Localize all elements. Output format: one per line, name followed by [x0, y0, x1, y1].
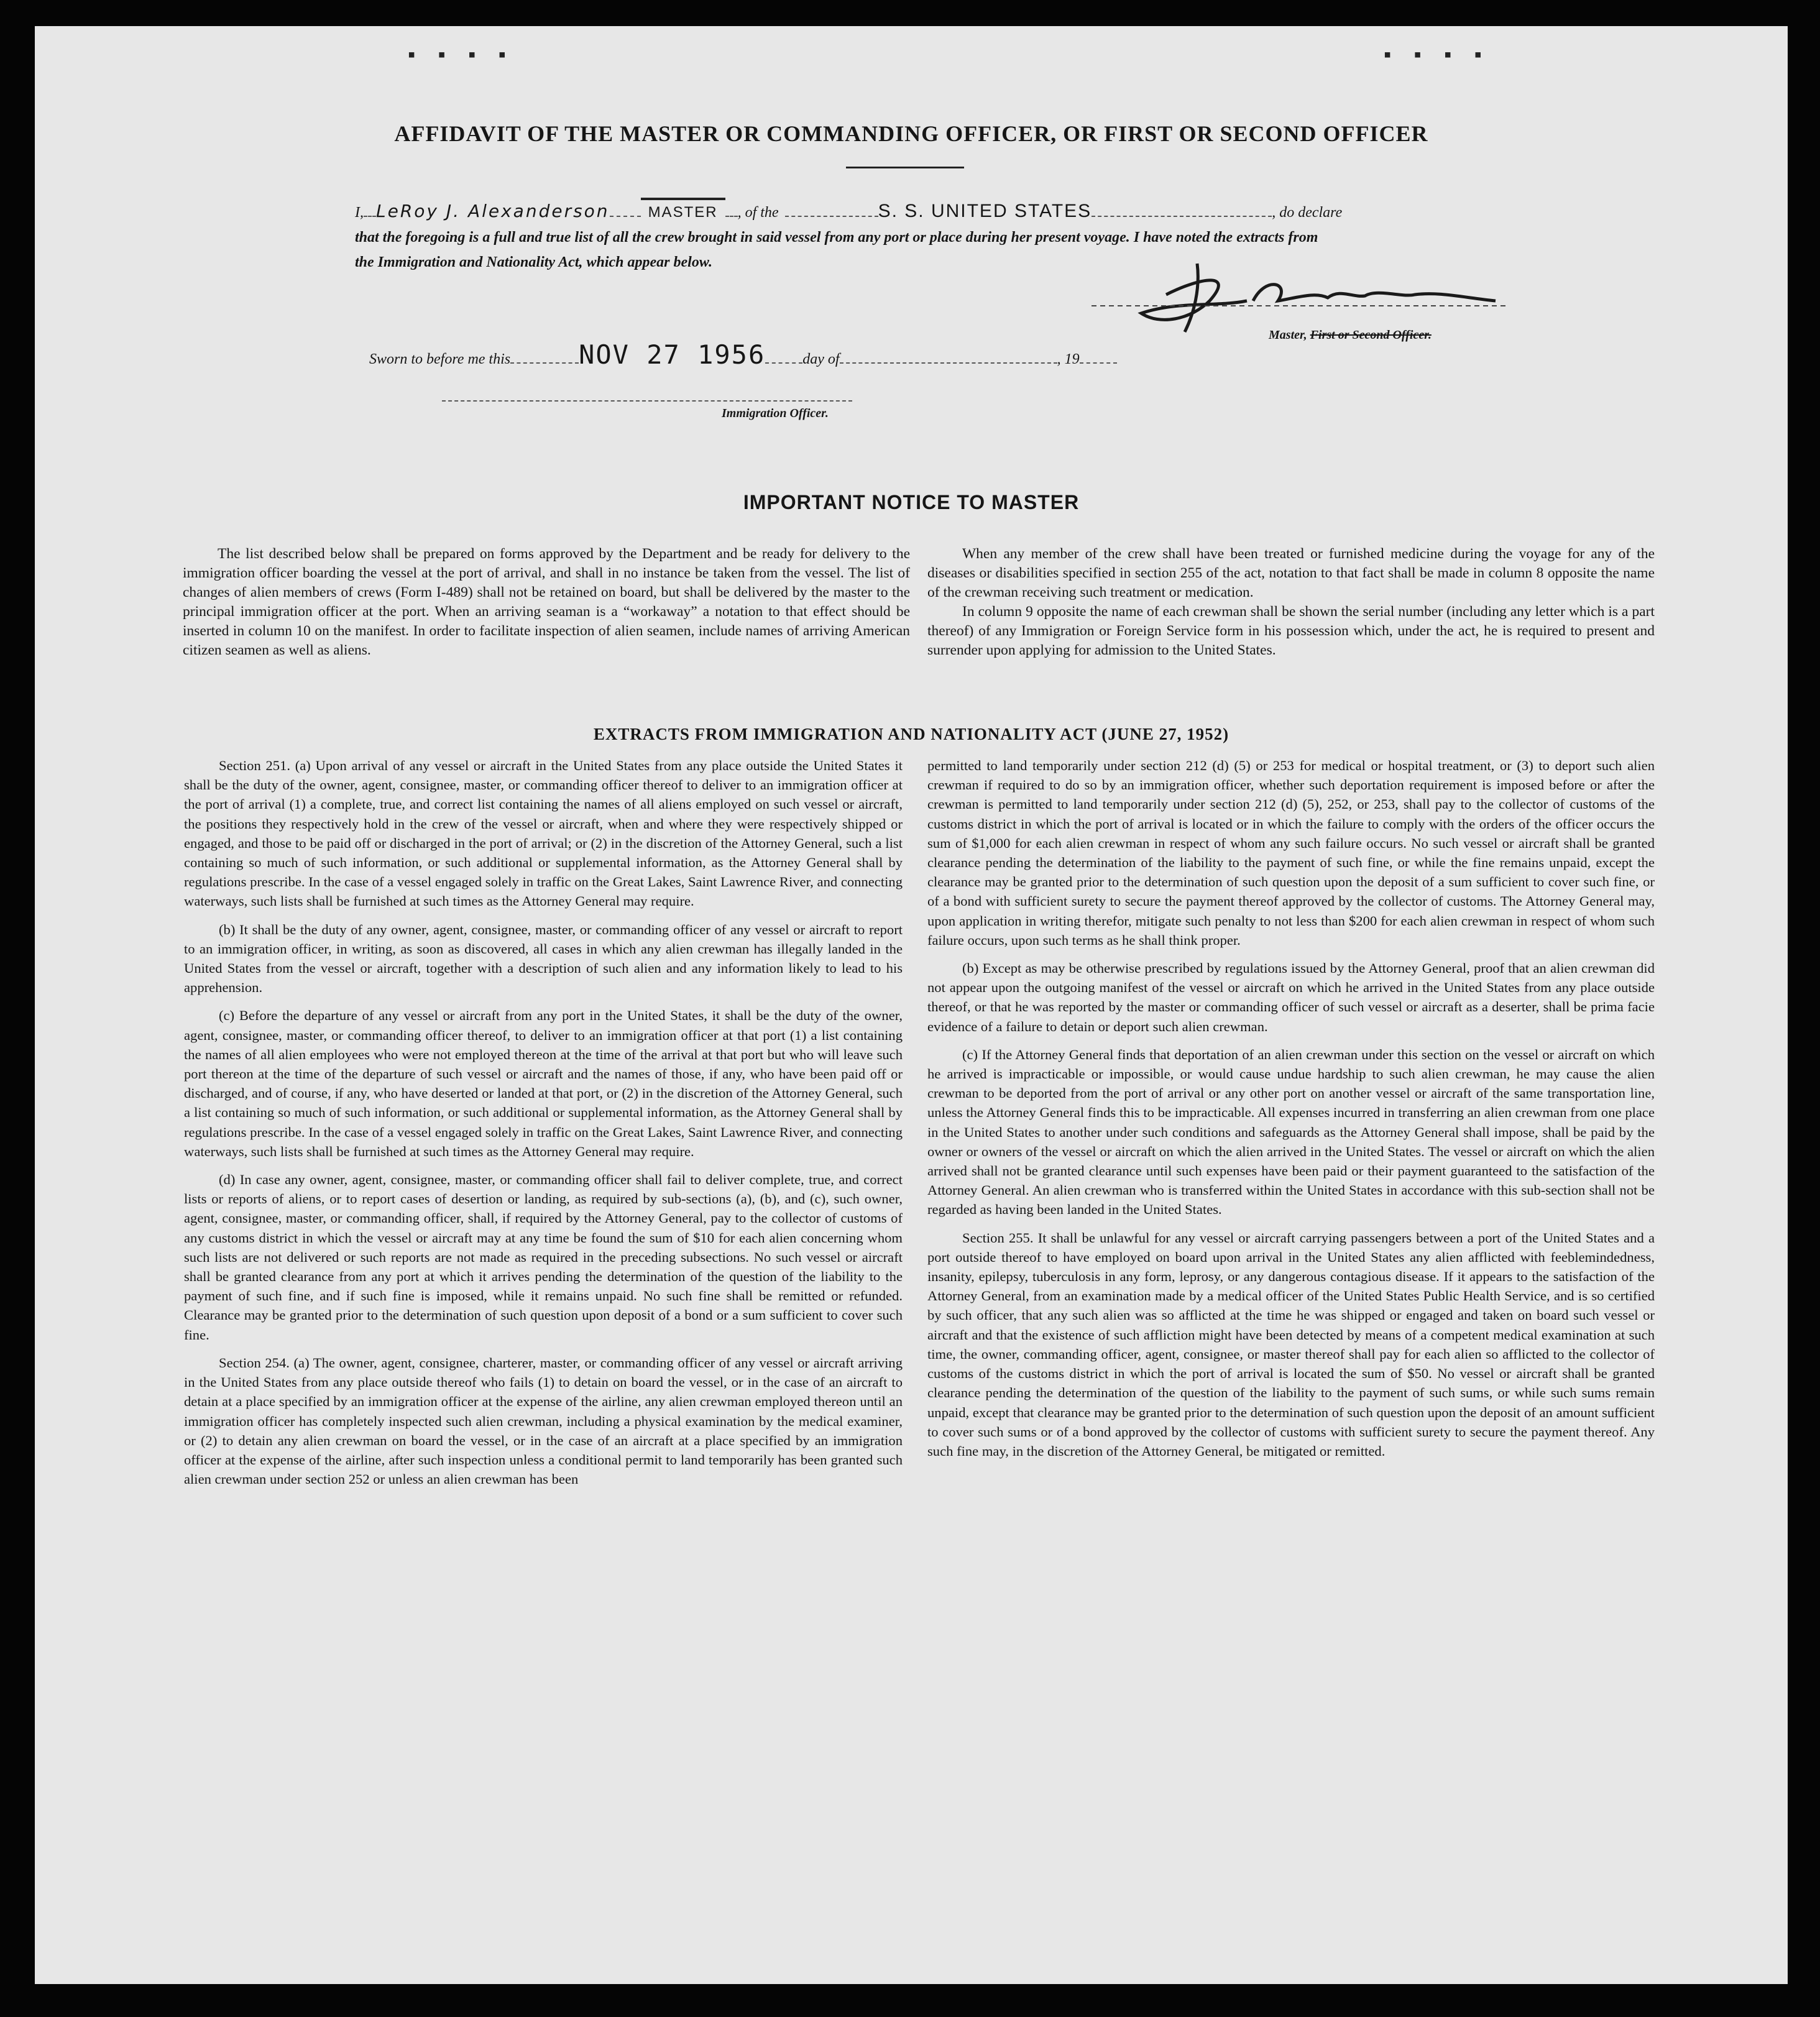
title-divider	[846, 167, 964, 168]
year-prefix: , 19	[1057, 351, 1080, 367]
notice-right-paragraph-2: In column 9 opposite the name of each crewman shall be shown the serial number (including any letter which is a part thereof) of any Immigration or Foreign Service form in his possession which, under the act, he is required to present and surrender upon applying for admission to the United States.	[927, 604, 1655, 658]
section-254-b: (b) Except as may be otherwise prescribed by regulations issued by the Attorney General, proof that an alien crewman did not appear upon the outgoing manifest of the vessel or aircraft on which he arrived in the United States from any place outside thereof, or that he was reported by the master or commanding officer of such vessel or aircraft as a deserter, shall be prima facie evidence of a failure to detain or deport such alien crewman.	[927, 960, 1655, 1034]
struck-officer-caption: First or Second Officer.	[1310, 328, 1432, 342]
sworn-line	[369, 339, 1117, 370]
section-251-b: (b) It shall be the duty of any owner, agent, consignee, master, or commanding officer of any vessel or aircraft to report to an immigration officer, in writing, as soon as discovered, all cases in which any alien crewman has illegally landed in the United States from the vessel or aircraft, together with a description of such alien and any information likely to lead to his apprehension.	[184, 921, 903, 996]
document-page	[35, 26, 1788, 1984]
master-name: LeRoy J. Alexanderson	[376, 201, 610, 221]
declaration-line-2: that the foregoing is a full and true list of all the crew brought in said vessel from any port or place during her present voyage. I have noted the extracts from	[355, 229, 1318, 246]
day-of-label: day of	[802, 351, 840, 367]
section-254-a: Section 254. (a) The owner, agent, consignee, charterer, master, or commanding officer of any vessel or aircraft arriving in the United States from any place outside thereof who fails (1) to detain on board the vessel, or in the case of an aircraft to detain at a place specified by an immigration officer at the expense of the airline, any alien crewman employed thereon until an immigration officer has completely inspected such alien crewman, including a physical examination by the medical examiner, or (2) to detain any alien crewman on board the vessel, or in the case of an aircraft at a place specified by an immigration officer at the expense of the airline, after such inspection unless a conditional permit to land temporarily has been granted such alien crewman under section 252 or unless an alien crewman has been	[184, 1354, 903, 1487]
officer-caption: Immigration Officer.	[722, 407, 829, 420]
sworn-prefix: Sworn to before me this	[369, 351, 511, 367]
do-declare-label: , do declare	[1272, 204, 1343, 221]
section-251-d: (d) In case any owner, agent, consignee, master, or commanding officer shall fail to deliver complete, true, and correct lists or reports of aliens, or to report cases of desertion or landing, as required by sub-sections (a), (b), and (c), such owner, agent, consignee, master, or commanding officer, shall, if required by the Attorney General, pay to the collector of customs of any customs district in which the vessel or aircraft may at any time be found the sum of $10 for each alien concerning whom such lists are not delivered or such reports are not made as required in the preceding subsections. No such vessel or aircraft shall be granted clearance from any port at which it arrives pending the determination of the question of the liability to the payment of such fine, and if such fine is imposed, while it remains unpaid. No such fine shall be remitted or refunded. Clearance may be granted prior to the determination of such question upon deposit of a bond or a sum sufficient to cover such fine.	[184, 1172, 903, 1343]
affidavit-title: AFFIDAVIT OF THE MASTER OR COMMANDING OFFICER, OR FIRST OR SECOND OFFICER	[394, 121, 1428, 146]
section-255: Section 255. It shall be unlawful for any vessel or aircraft carrying passengers between a port of the United States and a port outside thereof to have employed on board upon arrival in the United States any alien afflicted with feeblemindedness, insanity, epilepsy, tuberculosis in any form, leprosy, or any dangerous contagious disease. If it appears to the satisfaction of the Attorney General, from an examination made by a medical officer of the United States Public Health Service, and is so certified by such officer, that any such alien was so afflicted at the time he was shipped or engaged and taken on board such vessel or aircraft and that the existence of such affliction might have been detected by means of a competent medical examination at such time, the owner, commanding officer, agent, consignee, or master thereof shall pay for each alien so afflicted to the collector of customs of the customs district in which the port of arrival is located the sum of $50. No vessel or aircraft shall be granted clearance pending the determination of the question of the liability to the payment of such sums, or while such sums remain unpaid, except that clearance may be granted prior to the determination of such question upon the deposit of an amount sufficient to cover such sums or of a bond approved by the collector of customs with sufficient surety to secure the payment thereof. Any such fine may, in the discretion of the Attorney General, be mitigated or remitted.	[927, 1229, 1655, 1459]
notice-title: IMPORTANT NOTICE TO MASTER	[743, 491, 1080, 513]
section-254-c: (c) If the Attorney General finds that deportation of an alien crewman under this section on the vessel or aircraft on which he arrived is impracticable or impossible, or would cause undue hardship to such alien crewman, he may cause the alien crewman to be deported from the port of arrival or any other port on another vessel or aircraft of the same transportation line, unless the Attorney General finds this to be impracticable. All expenses incurred in transferring an alien crewman from one place in the United States to another under such conditions and safeguards as the Attorney General shall impose, shall be paid by the owner or owners of the vessel or aircraft on which the alien arrived in the United States. The vessel or aircraft on which the alien arrived shall not be granted clearance until such expenses have been paid or their payment guaranteed to the satisfaction of the Attorney General. An alien crewman who is transferred within the United States in accordance with this sub-section shall not be regarded as having been landed in the United States.	[927, 1046, 1655, 1218]
master-rank: MASTER	[641, 198, 725, 225]
extracts-title: EXTRACTS FROM IMMIGRATION AND NATIONALITY ACT (JUNE 27, 1952)	[593, 725, 1229, 743]
punch-marks-left: ▪ ▪ ▪ ▪	[408, 44, 515, 67]
sworn-date-stamp: NOV 27 1956	[579, 339, 766, 370]
section-254-a-continued: permitted to land temporarily under section 212 (d) (5) or 253 for medical or hospital treatment, or (3) to deport such alien crewman if required to do so by an immigration officer, whether such deportation requirement is imposed before or after the crewman is permitted to land temporarily under section 212 (d) (5), 252, or 253, shall pay to the collector of customs of the customs district in which the port of arrival is located or in which the failure to comply with the orders of the officer occurs the sum of $1,000 for each alien crewman in respect of whom any such failure occurs. No such vessel or aircraft shall be granted clearance pending the determination of the liability to the payment of such fine, or while the fine remains unpaid, except the clearance may be granted prior to the determination of such question upon the deposit of a sum sufficient to cover such fine, or of a bond with sufficient surety to secure the payment thereof approved by the collector of customs. The Attorney General may, upon application in writing therefor, mitigate such penalty to not less than $200 for each alien crewman in respect of whom such failure occurs, upon such terms as he shall think proper.	[927, 758, 1655, 948]
of-the-label: , of the	[737, 204, 779, 221]
declaration-line-1	[355, 198, 1511, 225]
notice-right-paragraph-1: When any member of the crew shall have been treated or furnished medicine during the voyage for any of the diseases or disabilities specified in section 255 of the act, notation to that fact shall be made in column 8 opposite the name of the crewman receiving such treatment or medication.	[927, 546, 1655, 600]
officer-signature-line	[442, 400, 852, 402]
notice-left-paragraph: The list described below shall be prepared on forms approved by the Department and be ready for delivery to the immigration officer boarding the vessel at the port of arrival, and shall in no instance be taken from the vessel. The list of changes of alien members of crews (Form I-489) shall not be retained on board, but shall be delivered by the master to the principal immigration officer at the port. When an arriving seaman is a “workaway” a notation to that effect should be inserted in column 10 on the manifest. In order to facilitate inspection of alien seamen, include names of arriving American citizen seamen as well as aliens.	[183, 546, 910, 658]
vessel-name: S. S. UNITED STATES	[878, 201, 1092, 221]
notice-left-column	[183, 544, 910, 660]
declaration-line-3: the Immigration and Nationality Act, which appear below.	[355, 254, 712, 270]
punch-marks-right: ▪ ▪ ▪ ▪	[1384, 44, 1491, 67]
master-caption: Master, First or Second Officer.	[1269, 328, 1432, 342]
notice-right-column	[927, 544, 1655, 660]
extracts-left-column	[184, 756, 903, 1497]
extracts-right-column	[927, 756, 1655, 1469]
section-251-a: Section 251. (a) Upon arrival of any vessel or aircraft in the United States from any place outside the United States it shall be the duty of the owner, agent, consignee, master, or commanding officer thereof to deliver to an immigration officer at the port of arrival (1) a complete, true, and correct list containing the names of all aliens employed on such vessel or aircraft, the positions they respectively hold in the crew of the vessel or aircraft, when and where they were respectively shipped or engaged, and those to be paid off or discharged in the port of arrival; or (2) in the discretion of the Attorney General, such a list containing so much of such information, or such additional or supplemental information, as the Attorney General shall by regulations prescribe. In the case of a vessel engaged solely in traffic on the Great Lakes, Saint Lawrence River, and connecting waterways, such lists shall be furnished at such times as the Attorney General may require.	[184, 758, 903, 909]
section-251-c: (c) Before the departure of any vessel or aircraft from any port in the United States, it shall be the duty of the owner, agent, consignee, master, or commanding officer thereof, to deliver to an immigration officer at that port (1) a list containing the names of all alien employees who were not employed thereon at the time of the arrival at that port but who will leave such port thereon at the time of the departure of such vessel or aircraft and the names of those, if any, who have been paid off or discharged, and of course, if any, who have deserted or landed at that port, or (2) in the discretion of the Attorney General, such a list containing so much of such information, or such additional or supplemental information, as the Attorney General shall by regulations prescribe. In the case of a vessel engaged solely in traffic on the Great Lakes, Saint Lawrence River, and connecting waterways, such lists shall be furnished at such times as the Attorney General may require.	[184, 1008, 903, 1159]
declaration-prefix: I,	[355, 204, 364, 221]
